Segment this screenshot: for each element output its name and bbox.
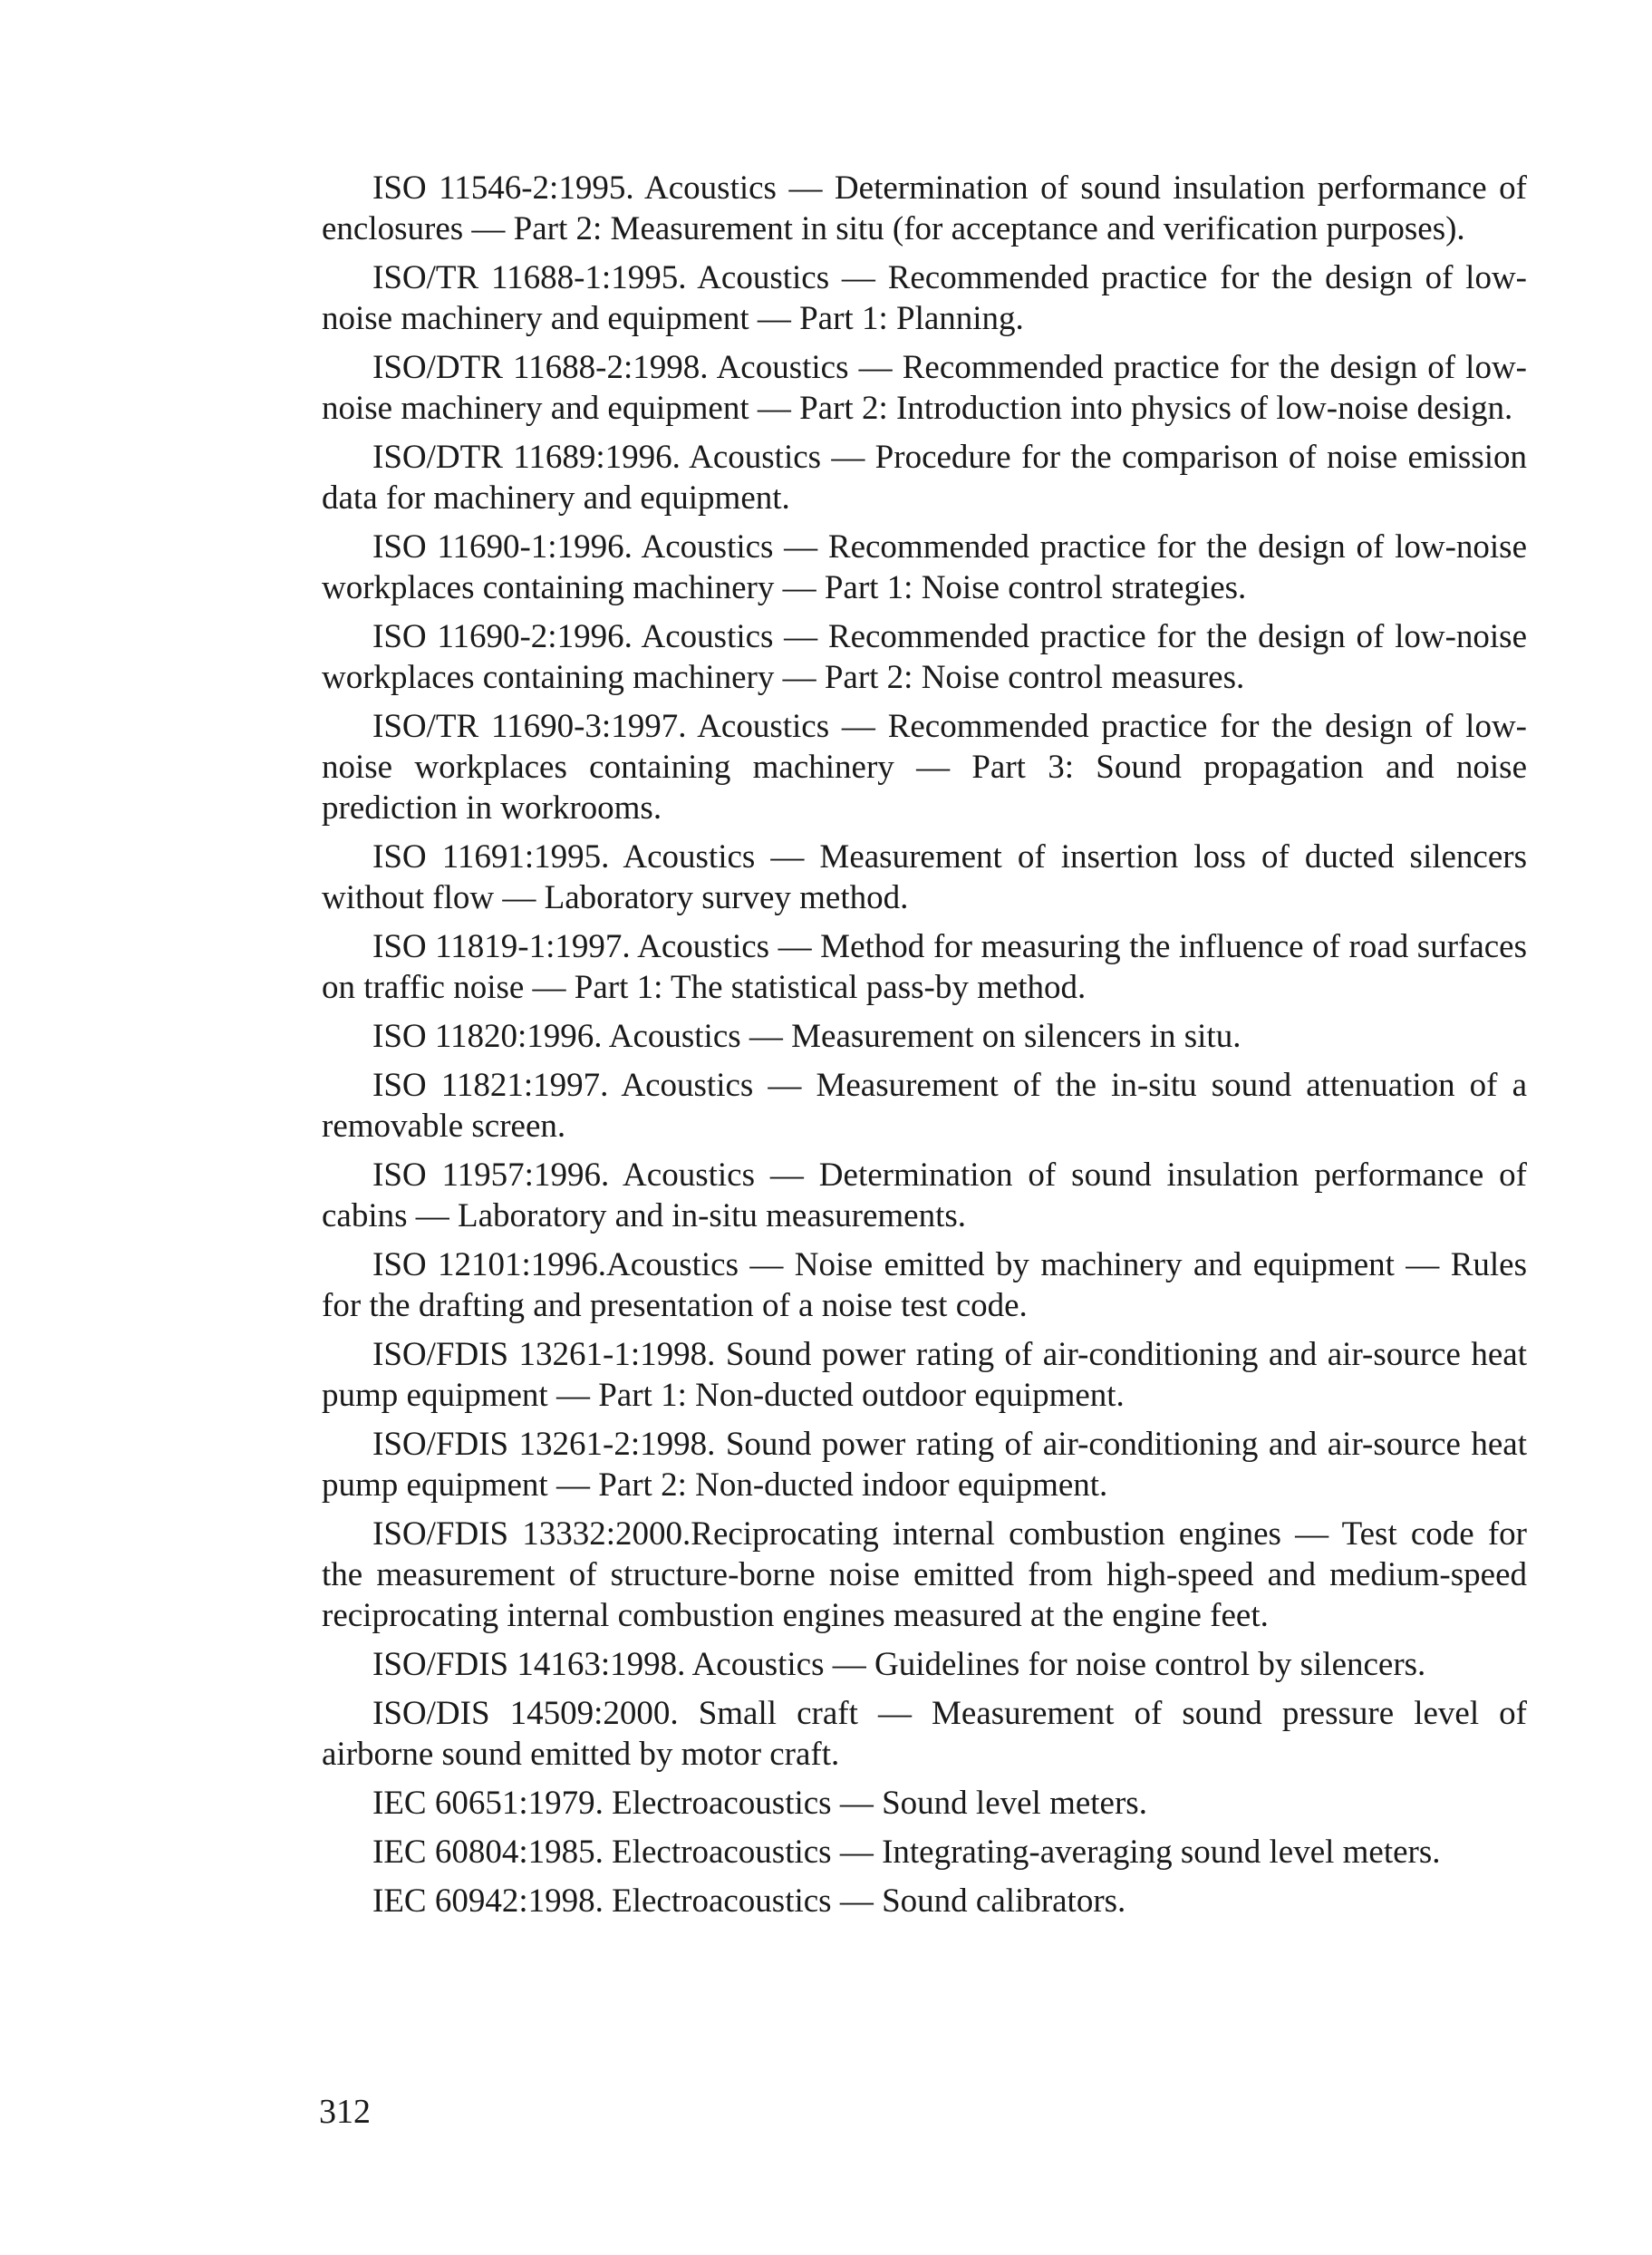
reference-item: ISO/FDIS 13261-2:1998. Sound power rating of air-conditioning and air-source heat pump equipment — Part 2: Non-ducted indoor equipment. [322,1426,1527,1504]
reference-item: ISO 11957:1996. Acoustics — Determination of sound insulation performance of cabins — Laboratory and in-situ measurements. [322,1157,1527,1234]
reference-item: ISO 11820:1996. Acoustics — Measurement on silencers in situ. [372,1018,1241,1055]
reference-item: ISO 11821:1997. Acoustics — Measurement of the in-situ sound attenuation of a removable screen. [322,1067,1527,1145]
reference-item: ISO 12101:1996.Acoustics — Noise emitted by machinery and equipment — Rules for the drafting and presentation of a noise test code. [322,1246,1527,1324]
reference-item: IEC 60651:1979. Electroacoustics — Sound level meters. [372,1785,1147,1822]
page-number: 312 [319,2093,371,2131]
reference-item: ISO/DIS 14509:2000. Small craft — Measurement of sound pressure level of airborne sound emitted by motor craft. [322,1695,1527,1773]
reference-item: ISO/DTR 11689:1996. Acoustics — Procedure for the comparison of noise emission data for machinery and equipment. [322,439,1527,517]
reference-item: ISO/TR 11688-1:1995. Acoustics — Recommended practice for the design of low-noise machinery and equipment — Part 1: Planning. [322,259,1527,337]
reference-item: IEC 60804:1985. Electroacoustics — Integrating-averaging sound level meters. [372,1834,1441,1871]
reference-item: ISO/FDIS 13261-1:1998. Sound power rating of air-conditioning and air-source heat pump equipment — Part 1: Non-ducted outdoor equipment. [322,1336,1527,1414]
reference-item: ISO 11690-1:1996. Acoustics — Recommended practice for the design of low-noise workplaces containing machinery — Part 1: Noise control strategies. [322,528,1527,606]
reference-item: ISO/FDIS 14163:1998. Acoustics — Guidelines for noise control by silencers. [372,1646,1426,1683]
reference-list [322,168,1527,1930]
reference-item: ISO/DTR 11688-2:1998. Acoustics — Recommended practice for the design of low-noise machinery and equipment — Part 2: Introduction into physics of low-noise design. [322,349,1527,427]
reference-item: ISO 11819-1:1997. Acoustics — Method for measuring the influence of road surfaces on traffic noise — Part 1: The statistical pass-by method. [322,928,1527,1006]
reference-item: ISO 11546-2:1995. Acoustics — Determination of sound insulation performance of enclosures — Part 2: Measurement in situ (for acceptance and verification purposes). [322,169,1527,247]
reference-item: ISO 11691:1995. Acoustics — Measurement of insertion loss of ducted silencers without flow — Laboratory survey method. [322,838,1527,916]
reference-item: ISO 11690-2:1996. Acoustics — Recommended practice for the design of low-noise workplaces containing machinery — Part 2: Noise control measures. [322,618,1527,696]
reference-item: ISO/FDIS 13332:2000.Reciprocating internal combustion engines — Test code for the measurement of structure-borne noise emitted from high-speed and medium-speed reciprocating internal combustion engines measured at the engine feet. [322,1515,1527,1634]
reference-item: IEC 60942:1998. Electroacoustics — Sound calibrators. [372,1882,1126,1920]
reference-item: ISO/TR 11690-3:1997. Acoustics — Recommended practice for the design of low-noise workplaces containing machinery — Part 3: Sound propagation and noise prediction in workrooms. [322,708,1527,827]
